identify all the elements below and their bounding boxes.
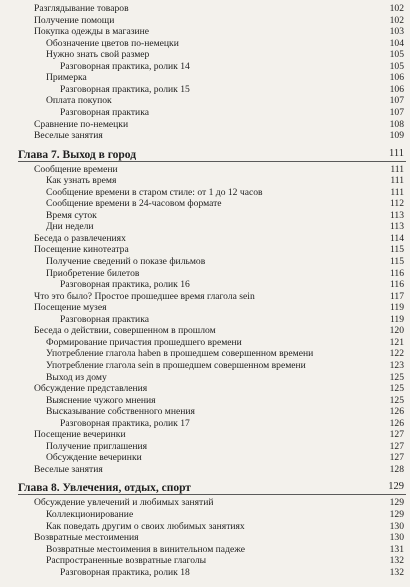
toc-entry[interactable] [0,95,410,107]
toc-entry-page: 102 [389,14,404,26]
toc-entry-title: Сравнение по-немецки [34,118,129,130]
toc-entry-title: Беседа о действии, совершенном в прошлом [34,325,216,337]
toc-entry-title: Разговорная практика [60,106,149,118]
toc-entry-title: Разговорная практика, ролик 15 [60,83,190,95]
toc-entry[interactable] [0,256,410,268]
toc-entry-page: 113 [389,209,404,221]
toc-entry-page: 115 [389,244,404,256]
toc-entry[interactable] [0,383,410,395]
toc-entry-title: Получение сведений о показе фильмов [46,256,206,267]
toc-entry[interactable] [0,555,410,567]
toc-entry-title: Разговорная практика, ролик 16 [60,279,190,291]
toc-entry-title: Что это было? Простое прошедшее время глагола sein [34,290,255,302]
toc-entry-page: 126 [389,406,404,418]
toc-entry-page: 127 [389,452,404,464]
chapter-divider [18,161,406,162]
toc-entry-title: Коллекционирование [46,509,134,520]
toc-entry-page: 131 [389,543,404,555]
toc-entry-page: 125 [389,371,404,383]
toc-entry-page: 125 [389,383,404,395]
toc-entry-title: Получение приглашения [46,440,148,452]
toc-entry-page: 106 [389,83,404,95]
toc-entry-title: Выход из дому [46,371,107,383]
toc-entry-page: 111 [389,147,404,159]
toc-entry[interactable] [0,325,410,337]
toc-entry-title: Как поведать другим о своих любимых занятиях [46,520,245,532]
toc-entry-page: 116 [389,279,404,291]
toc-entry[interactable] [0,532,410,544]
toc-entry-page: 121 [389,336,404,348]
toc-entry-title: Обсуждение вечеринки [46,452,142,464]
toc-entry[interactable] [0,497,410,509]
toc-entry[interactable] [0,544,410,556]
toc-entry[interactable] [0,26,410,38]
toc-entry[interactable] [0,38,410,50]
toc-entry-title: Веселые занятия [34,463,103,475]
chapter-title: Глава 8. Увлечения, отдых, спорт [18,482,191,495]
toc-entry[interactable] [0,15,410,27]
toc-entry-page: 105 [389,60,404,72]
toc-entry[interactable] [0,268,410,280]
toc-entry[interactable] [0,233,410,245]
toc-entry-page: 115 [389,256,404,267]
chapter-heading[interactable] [0,481,410,495]
toc-entry-page: 128 [389,463,404,475]
toc-entry[interactable] [0,302,410,314]
toc-entry-title: Как узнать время [46,175,117,187]
toc-entry[interactable] [0,509,410,521]
toc-entry-title: Разглядывание товаров [34,3,129,14]
toc-entry[interactable] [0,187,410,199]
toc-entry-title: Обсуждение представления [34,383,148,395]
toc-entry-title: Получение помощи [34,14,115,26]
toc-entry-title: Разговорная практика, ролик 14 [60,60,190,72]
toc-entry-title: Веселые занятия [34,130,103,142]
toc-entry[interactable] [0,119,410,131]
toc-entry-page: 111 [390,175,404,187]
toc-entry-page: 114 [389,232,404,244]
toc-entry-page: 129 [389,509,404,520]
toc-entry-page: 130 [389,532,404,544]
toc-entry-title: Употребление глагола sein в прошедшем совершенном времени [46,359,306,371]
toc-entry-page: 127 [389,429,404,441]
toc-entry-title: Примерка [46,72,87,84]
toc-entry-page: 112 [389,198,404,210]
toc-entry-title: Формирование причастия прошедшего времени [46,336,242,348]
toc-entry-page: 130 [389,520,404,532]
chapter-divider [18,494,406,495]
toc-entry[interactable] [0,418,410,430]
toc-entry-page: 104 [389,37,404,49]
toc-entry[interactable] [0,372,410,384]
toc-entry-page: 111 [390,186,404,198]
toc-entry-title: Посещение кинотеатра [34,244,129,256]
toc-entry-title: Возвратные местоимения в винительном падеже [46,543,245,555]
toc-entry[interactable] [0,395,410,407]
toc-entry-title: Высказывание собственного мнения [46,406,195,418]
chapter-title: Глава 7. Выход в город [18,148,137,161]
toc-entry-page: 129 [388,481,404,493]
toc-entry[interactable] [0,567,410,579]
toc-entry[interactable] [0,291,410,303]
toc-entry-page: 119 [389,313,404,325]
toc-entry-title: Разговорная практика, ролик 18 [60,566,190,578]
toc-entry[interactable] [0,452,410,464]
toc-entry[interactable] [0,107,410,119]
toc-entry-title: Оплата покупок [46,95,112,107]
toc-entry-title: Распространенные возвратные глаголы [46,555,207,567]
toc-entry[interactable] [0,61,410,73]
toc-entry-page: 132 [389,555,404,567]
toc-entry[interactable] [0,429,410,441]
toc-entry-title: Обсуждение увлечений и любимых занятий [34,497,214,509]
toc-entry-page: 117 [389,290,404,302]
toc-entry-title: Нужно знать свой размер [46,49,150,61]
toc-entry-title: Употребление глагола haben в прошедшем совершенном времени [46,348,314,360]
toc-entry-title: Возвратные местоимения [34,532,139,544]
toc-entry[interactable] [0,175,410,187]
toc-entry-page: 125 [389,394,404,406]
chapter-heading[interactable] [0,148,410,162]
toc-entry-title: Разговорная практика, ролик 17 [60,417,190,429]
toc-entry-page: 126 [389,417,404,429]
toc-entry-page: 106 [389,72,404,84]
toc-entry[interactable] [0,464,410,476]
toc-entry[interactable] [0,49,410,61]
toc-entry[interactable] [0,198,410,210]
toc-entry-page: 102 [389,3,404,14]
toc-entry[interactable] [0,521,410,533]
toc-entry[interactable] [0,164,410,176]
toc-entry[interactable] [0,210,410,222]
toc-entry[interactable] [0,244,410,256]
toc-entry[interactable] [0,72,410,84]
toc-entry[interactable] [0,130,410,142]
toc-entry-title: Сообщение времени в 24-часовом формате [46,198,222,210]
toc-entry-title: Беседа о развлечениях [34,232,126,244]
toc-entry-page: 109 [389,130,404,142]
toc-entry-page: 120 [389,325,404,337]
toc-entry[interactable] [0,441,410,453]
toc-entry-title: Время суток [46,209,97,221]
toc-entry-page: 105 [389,49,404,61]
toc-entry[interactable] [0,279,410,291]
toc-entry-title: Посещение музея [34,302,107,314]
toc-entry-title: Выяснение чужого мнения [46,394,156,406]
toc-entry-page: 113 [389,221,404,233]
toc-entry-page: 127 [389,440,404,452]
toc-entry-title: Сообщение времени [34,163,118,175]
toc-entry[interactable] [0,406,410,418]
toc-entry-page: 122 [389,348,404,360]
toc-entry-title: Посещение вечеринки [34,429,126,441]
toc-entry-page: 123 [389,359,404,371]
toc-entry[interactable] [0,3,410,15]
toc-entry[interactable] [0,360,410,372]
toc-entry[interactable] [0,221,410,233]
toc-entry-page: 119 [389,302,404,314]
toc-entry-title: Покупка одежды в магазине [34,26,150,38]
toc-entry-title: Разговорная практика [60,313,149,325]
toc-entry-page: 129 [389,497,404,509]
toc-entry-title: Сообщение времени в старом стиле: от 1 до 12 часов [46,186,263,198]
toc-entry[interactable] [0,348,410,360]
toc-entry-page: 107 [389,106,404,118]
toc-entry-page: 108 [389,118,404,130]
toc-entry[interactable] [0,84,410,96]
toc-entry-title: Дни недели [46,221,94,233]
toc-entry[interactable] [0,337,410,349]
toc-entry-title: Обозначение цветов по-немецки [46,37,179,49]
toc-entry-title: Приобретение билетов [46,267,140,279]
toc-entry-page: 111 [390,163,404,175]
toc-entry[interactable] [0,314,410,326]
toc-entry-page: 116 [389,267,404,279]
toc-entry-page: 103 [389,26,404,38]
toc-entry-page: 132 [389,566,404,578]
toc-entry-page: 107 [389,95,404,107]
